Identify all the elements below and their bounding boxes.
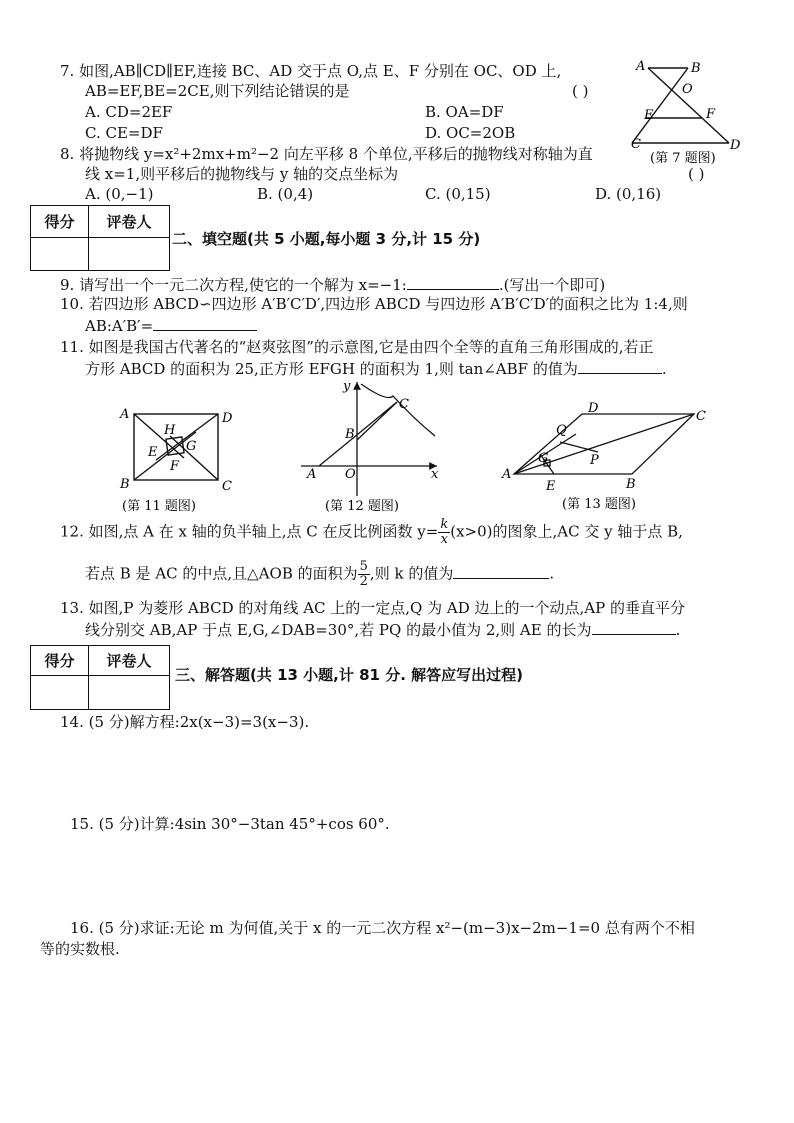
q13-prompt: 线分别交 AB,AP 于点 E,G,∠DAB=30°,若 PQ 的最小值为 2,则 AE 的长为 bbox=[85, 621, 592, 639]
q16-line2: 等的实数根. bbox=[40, 940, 120, 958]
q8-option-a: A. (0,−1) bbox=[85, 185, 154, 203]
score-box-section2 bbox=[30, 205, 170, 271]
q13-label-d: D bbox=[588, 401, 599, 416]
score-header-2: 得分 bbox=[31, 646, 89, 676]
q13-label-g: G bbox=[538, 451, 549, 466]
q7-option-a: A. CD=2EF bbox=[85, 103, 173, 121]
q13-label-a: A bbox=[502, 467, 512, 482]
q13-line1: 13. 如图,P 为菱形 ABCD 的对角线 AC 上的一定点,Q 为 AD 边上的一个动点,AP 的垂直平分 bbox=[60, 599, 685, 617]
section3-title: 三、解答题(共 13 小题,计 81 分. 解答应写出过程) bbox=[175, 666, 523, 684]
section2-title: 二、填空题(共 5 小题,每小题 3 分,计 15 分) bbox=[172, 230, 481, 248]
q12-label-x: x bbox=[431, 467, 439, 482]
figure-q12 bbox=[295, 378, 450, 518]
q12-line2-pre: 若点 B 是 AC 的中点,且△AOB 的面积为 bbox=[85, 564, 358, 583]
q12-label-c: C bbox=[399, 397, 409, 412]
grader-cell-2[interactable] bbox=[89, 676, 170, 710]
q8-line1: 8. 将抛物线 y=x²+2mx+m²−2 向左平移 8 个单位,平移后的抛物线对称轴为直 bbox=[60, 145, 593, 163]
q9-answer-blank[interactable] bbox=[407, 273, 499, 290]
q13-label-q: Q bbox=[556, 423, 567, 438]
q12-area-den: 2 bbox=[359, 574, 368, 589]
q15-text: 15. (5 分)计算:4sin 30°−3tan 45°+cos 60°. bbox=[70, 815, 390, 833]
q12-label-o: O bbox=[345, 467, 356, 482]
q10-answer-blank[interactable] bbox=[153, 314, 257, 331]
q12-prompt-pre: 12. 如图,点 A 在 x 轴的负半轴上,点 C 在反比例函数 y= bbox=[60, 522, 439, 541]
q13-caption: (第 13 题图) bbox=[562, 497, 636, 512]
q12-label-y: y bbox=[343, 379, 351, 394]
q10-line2 bbox=[85, 314, 257, 337]
q11-label-f: F bbox=[170, 459, 180, 474]
figure-q7 bbox=[624, 58, 754, 178]
q12-area-num: 5 bbox=[359, 559, 368, 574]
q11-label-c: C bbox=[222, 479, 232, 494]
q11-label-d: D bbox=[222, 411, 233, 426]
q12-label-a: A bbox=[307, 467, 317, 482]
q7-label-o: O bbox=[682, 82, 693, 97]
grader-header-2: 评卷人 bbox=[89, 646, 170, 676]
q7-label-a: A bbox=[636, 59, 646, 74]
q8-line2: 线 x=1,则平移后的抛物线与 y 轴的交点坐标为 bbox=[85, 165, 399, 183]
q11-label-b: B bbox=[120, 477, 130, 492]
q11-label-h: H bbox=[164, 423, 176, 438]
q14-text: 14. (5 分)解方程:2x(x−3)=3(x−3). bbox=[60, 713, 310, 731]
q16-line1: 16. (5 分)求证:无论 m 为何值,关于 x 的一元二次方程 x²−(m−3)x−2m−1=0 总有两个不相 bbox=[70, 919, 695, 937]
q12-caption: (第 12 题图) bbox=[325, 499, 399, 514]
q11-line1: 11. 如图是我国古代著名的“赵爽弦图”的示意图,它是由四个全等的直角三角形围成的,若正 bbox=[60, 338, 654, 356]
q7-label-e: E bbox=[644, 108, 654, 123]
q12-prompt-post: (x>0)的图象上,AC 交 y 轴于点 B, bbox=[450, 522, 683, 541]
q11-end: . bbox=[661, 360, 667, 378]
grader-header: 评卷人 bbox=[89, 206, 170, 238]
q13-answer-blank[interactable] bbox=[592, 618, 676, 635]
figure-q11 bbox=[112, 400, 242, 518]
q8-paren: ( ) bbox=[688, 165, 705, 183]
q7-label-d: D bbox=[730, 138, 741, 153]
q7-option-b: B. OA=DF bbox=[425, 103, 504, 121]
q7-option-c: C. CE=DF bbox=[85, 124, 163, 142]
q13-label-e: E bbox=[546, 479, 556, 494]
q10-line1: 10. 若四边形 ABCD∽四边形 A′B′C′D′,四边形 ABCD 与四边形 A′B′C′D′的面积之比为 1:4,则 bbox=[60, 295, 688, 313]
q7-option-d: D. OC=2OB bbox=[425, 124, 516, 142]
q11-label-g: G bbox=[186, 439, 197, 454]
score-cell-2[interactable] bbox=[31, 676, 89, 710]
q12-frac-den: x bbox=[440, 532, 448, 547]
score-cell[interactable] bbox=[31, 238, 89, 271]
q13-line2 bbox=[85, 618, 680, 641]
q13-label-b: B bbox=[626, 477, 636, 492]
q9-prompt: 9. 请写出一个一元二次方程,使它的一个解为 x=−1: bbox=[60, 276, 407, 294]
q7-label-c: C bbox=[631, 137, 641, 152]
score-box-section3 bbox=[30, 645, 170, 710]
q7-line2: AB=EF,BE=2CE,则下列结论错误的是 bbox=[85, 82, 350, 100]
q7-label-f: F bbox=[706, 107, 716, 122]
q9-note: .(写出一个即可) bbox=[498, 276, 606, 294]
figure-q13 bbox=[500, 398, 720, 518]
q10-prompt: AB:A′B′= bbox=[85, 317, 154, 335]
q12-frac-num: k bbox=[440, 517, 449, 532]
q11-label-e: E bbox=[148, 445, 158, 460]
q8-option-d: D. (0,16) bbox=[595, 185, 662, 203]
q12-label-b: B bbox=[345, 427, 355, 442]
q7-paren: ( ) bbox=[572, 82, 589, 100]
score-header: 得分 bbox=[31, 206, 89, 238]
grader-cell[interactable] bbox=[89, 238, 170, 271]
q12-line2 bbox=[85, 560, 554, 589]
q11-line2 bbox=[85, 357, 667, 380]
q11-label-a: A bbox=[120, 407, 130, 422]
q13-label-c: C bbox=[696, 409, 706, 424]
q13-end: . bbox=[675, 621, 681, 639]
q8-option-c: C. (0,15) bbox=[425, 185, 491, 203]
q7-caption: (第 7 题图) bbox=[650, 151, 716, 166]
q8-option-b: B. (0,4) bbox=[257, 185, 314, 203]
q13-label-p: P bbox=[590, 453, 599, 468]
q12-end: . bbox=[549, 564, 555, 583]
q12-answer-blank[interactable] bbox=[453, 562, 549, 579]
q11-caption: (第 11 题图) bbox=[122, 499, 196, 514]
q11-answer-blank[interactable] bbox=[578, 357, 662, 374]
q11-prompt: 方形 ABCD 的面积为 25,正方形 EFGH 的面积为 1,则 tan∠ABF 的值为 bbox=[85, 360, 578, 378]
q12-line2-post: ,则 k 的值为 bbox=[369, 564, 454, 583]
q12-line1 bbox=[60, 518, 683, 547]
q7-line1: 7. 如图,AB∥CD∥EF,连接 BC、AD 交于点 O,点 E、F 分别在 OC、OD 上, bbox=[60, 62, 562, 80]
q7-label-b: B bbox=[691, 61, 701, 76]
